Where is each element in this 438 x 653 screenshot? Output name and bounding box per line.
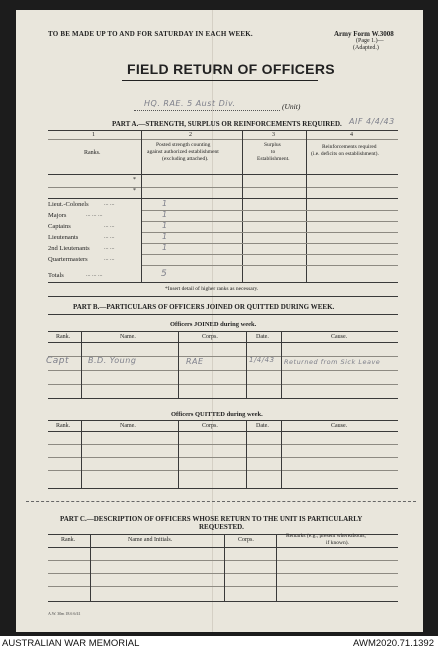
joined-col-cause: Cause. bbox=[331, 334, 348, 340]
part-c-col-divider bbox=[90, 534, 91, 601]
part-a-row-rule bbox=[142, 210, 398, 211]
col-number-2: 2 bbox=[189, 132, 192, 138]
quitted-row-rule bbox=[48, 470, 398, 471]
quitted-bottom-rule bbox=[48, 488, 398, 489]
part-c-col-remarks: Remarks (e.g., present whereabouts, bbox=[286, 533, 366, 539]
ranks-header: Ranks. bbox=[84, 150, 101, 156]
quitted-col-date: Date. bbox=[256, 423, 269, 429]
quitted-col-rank: Rank. bbox=[56, 423, 71, 429]
footnote: *Insert detail of higher ranks as necessary. bbox=[165, 286, 259, 292]
part-a-asterisk-rule bbox=[48, 187, 398, 188]
quitted-col-divider bbox=[81, 420, 82, 488]
part-a-handwritten-ref: AIF 4/4/43 bbox=[349, 117, 395, 126]
part-c-row-rule bbox=[48, 560, 398, 561]
part-a-col-divider-1 bbox=[141, 130, 142, 282]
joined-col-divider bbox=[178, 331, 179, 398]
unit-label: (Unit) bbox=[282, 102, 301, 111]
quitted-col-corps: Corps. bbox=[202, 423, 218, 429]
rank-label: Lieutenants bbox=[48, 234, 79, 241]
tear-off-line bbox=[26, 501, 416, 502]
rank-dots: ... ... bbox=[104, 223, 115, 229]
print-code: A.W. 30m 18.6 6/41 bbox=[48, 611, 81, 616]
joined-col-divider bbox=[281, 331, 282, 398]
posted-header: Posted strength counting bbox=[156, 142, 211, 148]
joined-col-divider bbox=[246, 331, 247, 398]
posted-header: (excluding attached). bbox=[162, 156, 209, 162]
quitted-col-divider bbox=[281, 420, 282, 488]
unit-dotted-line bbox=[134, 110, 280, 111]
col-number-1: 1 bbox=[92, 132, 95, 138]
reinforcements-header: (i.e. deficits on establishment). bbox=[311, 151, 379, 157]
instruction-text: TO BE MADE UP TO AND FOR SATURDAY IN EACH WEEK. bbox=[48, 30, 253, 38]
rank-dots: ... ... bbox=[104, 245, 115, 251]
part-c-row-rule bbox=[48, 573, 398, 574]
part-a-col-divider-2 bbox=[242, 130, 243, 282]
page-note: (Page 1.)— bbox=[356, 38, 384, 44]
part-a-header-rule bbox=[48, 174, 398, 175]
part-a-col-divider-3 bbox=[306, 130, 307, 282]
joined-bottom-rule bbox=[48, 398, 398, 399]
form-number: Army Form W.3008 bbox=[334, 30, 394, 38]
part-a-row-rule bbox=[142, 254, 398, 255]
form-page bbox=[16, 10, 423, 632]
part-a-row-rule bbox=[142, 232, 398, 233]
posted-total: 5 bbox=[161, 269, 168, 279]
joined-top-rule bbox=[48, 331, 398, 332]
joined-date-value: 1/4/43 bbox=[249, 356, 275, 364]
joined-header-rule bbox=[48, 342, 398, 343]
posted-header: against authorized establishment bbox=[147, 149, 219, 155]
part-c-bottom-rule bbox=[48, 601, 398, 602]
totals-label: Totals bbox=[48, 272, 64, 279]
joined-col-date: Date. bbox=[256, 334, 269, 340]
part-c-heading: REQUESTED. bbox=[199, 523, 244, 531]
col-number-4: 4 bbox=[350, 132, 353, 138]
joined-col-name: Name. bbox=[120, 334, 136, 340]
quitted-header-rule bbox=[48, 431, 398, 432]
unit-handwritten: HQ. RAE. 5 Aust Div. bbox=[144, 99, 236, 108]
part-a-bottom-rule bbox=[48, 282, 398, 283]
joined-title: Officers JOINED during week. bbox=[170, 321, 257, 328]
joined-row-rule bbox=[48, 384, 398, 385]
rank-dots: ... ... ... bbox=[86, 212, 103, 218]
rank-label: Captains bbox=[48, 223, 71, 230]
part-b-heading: PART B.—PARTICULARS OF OFFICERS JOINED OR QUITTED DURING WEEK. bbox=[73, 303, 335, 311]
posted-value: 1 bbox=[162, 243, 168, 252]
quitted-col-cause: Cause. bbox=[331, 423, 348, 429]
rank-label: Lieut.-Colonels bbox=[48, 201, 89, 208]
joined-col-divider bbox=[81, 331, 82, 398]
posted-value: 1 bbox=[162, 199, 168, 208]
posted-value: 1 bbox=[162, 221, 168, 230]
posted-value: 1 bbox=[162, 210, 168, 219]
part-a-row-rule bbox=[142, 265, 398, 266]
col-number-3: 3 bbox=[272, 132, 275, 138]
posted-value: 1 bbox=[162, 232, 168, 241]
joined-row-rule bbox=[48, 370, 398, 371]
quitted-col-divider bbox=[178, 420, 179, 488]
totals-dots: ... ... ... bbox=[86, 272, 103, 278]
adapted-note: (Adapted.) bbox=[353, 45, 379, 51]
surplus-header: Surplus bbox=[264, 142, 281, 148]
joined-name-value: B.D. Young bbox=[88, 356, 137, 365]
part-c-col-remarks: if known). bbox=[326, 540, 349, 546]
quitted-row-rule bbox=[48, 444, 398, 445]
quitted-col-divider bbox=[246, 420, 247, 488]
quitted-col-name: Name. bbox=[120, 423, 136, 429]
quitted-row-rule bbox=[48, 457, 398, 458]
joined-cause-value: Returned from Sick Leave bbox=[284, 358, 381, 366]
rank-dots: ... ... bbox=[104, 201, 115, 207]
quitted-title: Officers QUITTED during week. bbox=[171, 411, 263, 418]
surplus-header: to bbox=[271, 149, 276, 155]
joined-rank-value: Capt bbox=[46, 356, 70, 366]
part-a-heading: PART A.—STRENGTH, SURPLUS OR REINFORCEMENTS REQUIRED. bbox=[112, 120, 342, 128]
part-a-ranks-rule bbox=[48, 198, 398, 199]
part-c-col-divider bbox=[224, 534, 225, 601]
part-a-row-rule bbox=[142, 221, 398, 222]
part-a-row-rule bbox=[142, 243, 398, 244]
part-b-heading-rule bbox=[48, 314, 398, 315]
rank-label: Quartermasters bbox=[48, 256, 88, 263]
part-b-top-rule bbox=[48, 296, 398, 297]
part-c-col-rank: Rank. bbox=[61, 537, 76, 543]
part-c-header-rule bbox=[48, 547, 398, 548]
part-c-row-rule bbox=[48, 586, 398, 587]
reinforcements-header: Reinforcements required bbox=[322, 144, 377, 150]
archive-name: AUSTRALIAN WAR MEMORIAL bbox=[2, 638, 140, 649]
part-a-number-rule bbox=[48, 139, 398, 140]
quitted-top-rule bbox=[48, 420, 398, 421]
part-a-top-rule bbox=[48, 130, 398, 131]
page-title: FIELD RETURN OF OFFICERS bbox=[127, 61, 335, 77]
surplus-header: Establishment. bbox=[257, 156, 290, 162]
archive-accession-number: AWM2020.71.1392 bbox=[353, 638, 434, 649]
rank-dots: ... ... bbox=[104, 256, 115, 262]
rank-label: Majors bbox=[48, 212, 67, 219]
asterisk: * bbox=[133, 188, 136, 194]
rank-dots: ... ... bbox=[104, 234, 115, 240]
rank-label: 2nd Lieutenants bbox=[48, 245, 90, 252]
asterisk: * bbox=[133, 177, 136, 183]
part-c-heading: PART C.—DESCRIPTION OF OFFICERS WHOSE RETURN TO THE UNIT IS PARTICULARLY bbox=[60, 515, 363, 523]
part-c-col-corps: Corps. bbox=[238, 537, 254, 543]
joined-corps-value: RAE bbox=[186, 357, 204, 366]
joined-col-rank: Rank. bbox=[56, 334, 71, 340]
joined-col-corps: Corps. bbox=[202, 334, 218, 340]
archive-footer bbox=[0, 636, 438, 653]
part-c-col-divider bbox=[276, 534, 277, 601]
title-underline bbox=[122, 80, 318, 81]
part-c-col-name: Name and Initials. bbox=[128, 537, 173, 543]
